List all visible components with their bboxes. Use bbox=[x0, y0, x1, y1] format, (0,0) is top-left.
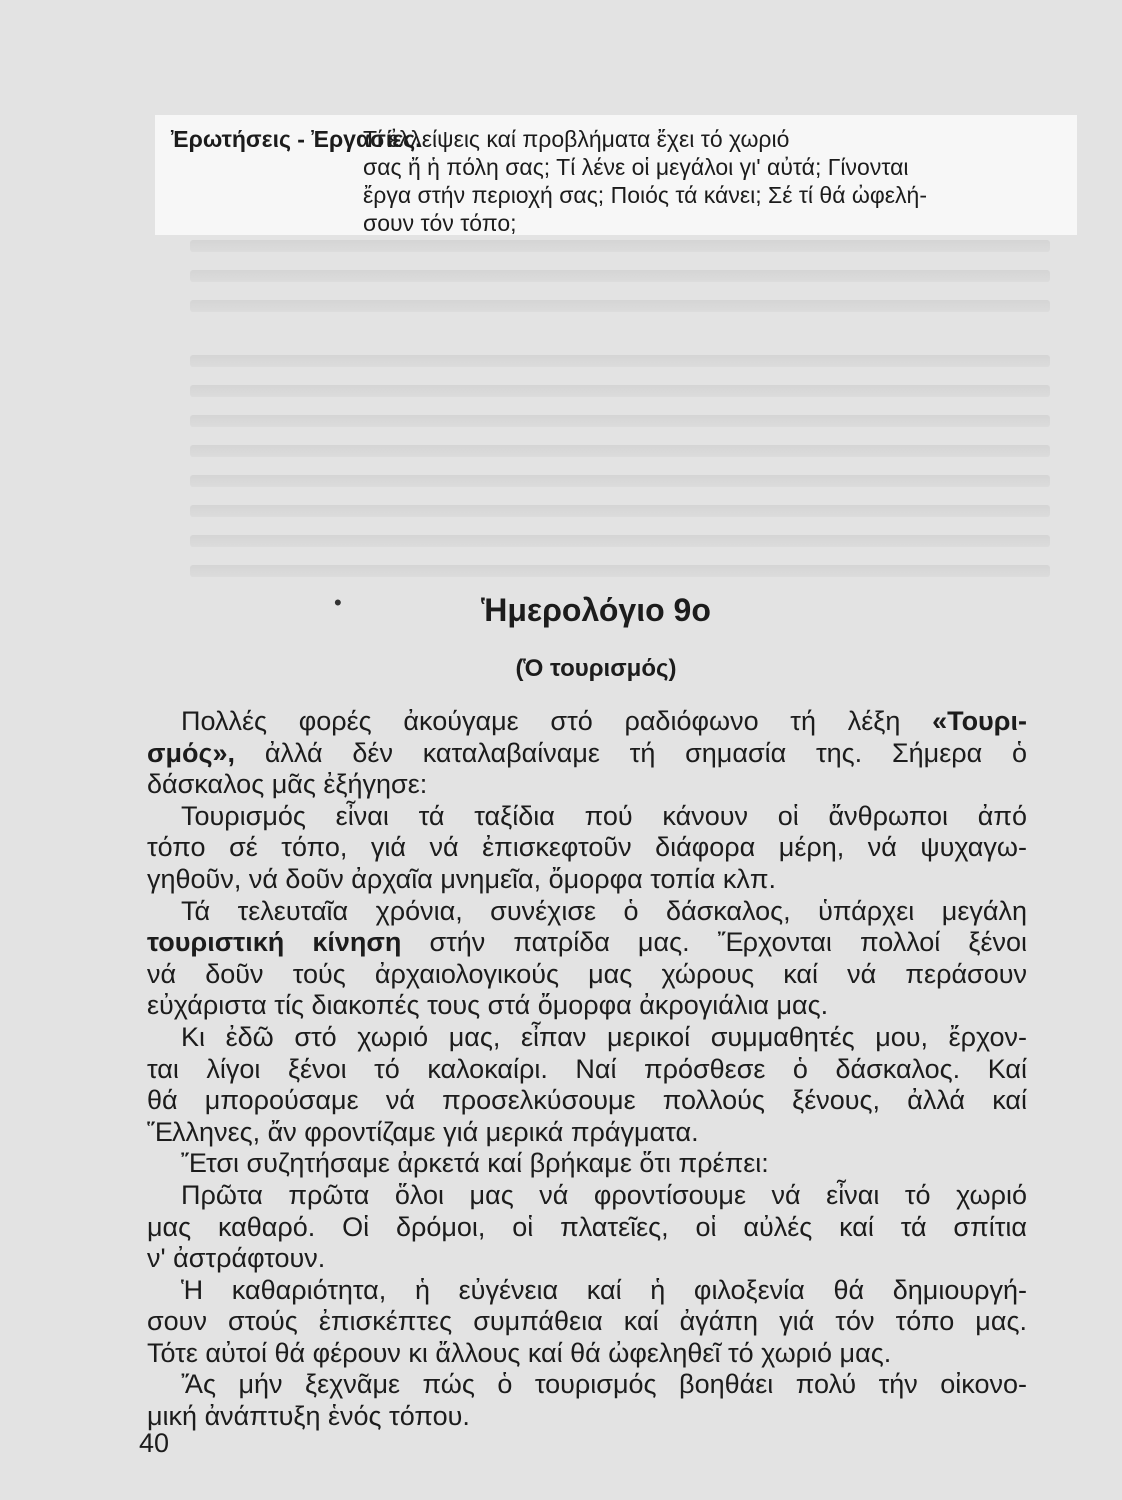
show-through-line bbox=[190, 415, 1050, 427]
show-through-line bbox=[190, 565, 1050, 577]
text-line: τόπο σέ τόπο, γιά νά ἐπισκεφτοῦν διάφορα μέρη, νά ψυχαγω- bbox=[147, 832, 1027, 863]
questions-label: Ἐρωτήσεις - Ἐργασίες. bbox=[171, 126, 422, 152]
text-line: μική ἀνάπτυξη ἑνός τόπου. bbox=[147, 1401, 470, 1432]
text-line: Τουρισμός εἶναι τά ταξίδια πού κάνουν οἱ ἄνθρωποι ἀπό bbox=[181, 800, 1027, 831]
text-line: δάσκαλος μᾶς ἐξήγησε: bbox=[147, 769, 428, 800]
text-line: ν' ἀστράφτουν. bbox=[147, 1243, 326, 1274]
diary-body bbox=[147, 706, 1027, 1433]
show-through-line bbox=[190, 535, 1050, 547]
text-line: μας καθαρό. Οἱ δρόμοι, οἱ πλατεῖες, οἱ αὐλές καί τά σπίτια bbox=[147, 1211, 1027, 1242]
text-line: Πρῶτα πρῶτα ὅλοι μας νά φροντίσουμε νά εἶναι τό χωριό bbox=[181, 1179, 1027, 1210]
show-through-line bbox=[190, 475, 1050, 487]
text-line: ται λίγοι ξένοι τό καλοκαίρι. Ναί πρόσθεσε ὁ δάσκαλος. Καί bbox=[147, 1053, 1027, 1084]
diary-title: Ἡμερολόγιο 9ο bbox=[481, 592, 711, 628]
questions-box bbox=[155, 115, 1077, 235]
text-line: σουν στούς ἐπισκέπτες συμπάθεια καί ἀγάπη γιά τόν τόπο μας. bbox=[147, 1306, 1027, 1337]
questions-line: σουν τόν τόπο; bbox=[363, 210, 517, 236]
show-through-line bbox=[190, 300, 1050, 312]
questions-line: ἔργα στήν περιοχή σας; Ποιός τά κάνει; Σέ τί θά ὠφελή- bbox=[363, 182, 927, 208]
show-through-line bbox=[190, 505, 1050, 517]
page-number: 40 bbox=[139, 1428, 170, 1458]
text-line: Τά τελευταῖα χρόνια, συνέχισε ὁ δάσκαλος, ὑπάρχει μεγάλη bbox=[181, 895, 1027, 926]
text-line: Κι ἐδῶ στό χωριό μας, εἶπαν μερικοί συμμαθητές μου, ἔρχον- bbox=[181, 1021, 1027, 1052]
show-through-line bbox=[190, 355, 1050, 367]
diary-subtitle: (Ὁ τουρισμός) bbox=[515, 655, 677, 682]
text-line: νά δοῦν τούς ἀρχαιολογικούς μας χώρους καί νά περάσουν bbox=[147, 958, 1027, 989]
text-line: σμός», ἀλλά δέν καταλαβαίναμε τή σημασία της. Σήμερα ὁ bbox=[147, 737, 1027, 768]
text-line: Ἡ καθαριότητα, ἡ εὐγένεια καί ἡ φιλοξενία θά δημιουργή- bbox=[181, 1274, 1027, 1305]
show-through-line bbox=[190, 445, 1050, 457]
text-line: εὐχάριστα τίς διακοπές τους στά ὄμορφα ἀκρογιάλια μας. bbox=[147, 990, 829, 1021]
show-through-line bbox=[190, 270, 1050, 282]
questions-line: Τί ἐλλείψεις καί προβλήματα ἔχει τό χωριό bbox=[363, 126, 790, 152]
questions-text bbox=[363, 125, 1043, 237]
text-line: Ἄς μήν ξεχνᾶμε πώς ὁ τουρισμός βοηθάει πολύ τήν οἰκονο- bbox=[181, 1369, 1027, 1400]
bullet-mark: • bbox=[334, 590, 342, 615]
text-line: θά μπορούσαμε νά προσελκύσουμε πολλούς ξένους, ἀλλά καί bbox=[147, 1085, 1027, 1116]
text-line: Ἕλληνες, ἄν φροντίζαμε γιά μερικά πράγματα. bbox=[147, 1116, 699, 1147]
show-through-line bbox=[190, 385, 1050, 397]
text-line: γηθοῦν, νά δοῦν ἀρχαῖα μνημεῖα, ὄμορφα τοπία κλπ. bbox=[147, 863, 777, 894]
text-line: Ἔτσι συζητήσαμε ἀρκετά καί βρήκαμε ὅτι πρέπει: bbox=[181, 1148, 769, 1179]
show-through-line bbox=[190, 240, 1050, 252]
text-line: τουριστική κίνηση στήν πατρίδα μας. Ἔρχονται πολλοί ξένοι bbox=[147, 927, 1028, 958]
text-line: Πολλές φορές ἀκούγαμε στό ραδιόφωνο τή λέξη «Τουρι- bbox=[181, 706, 1027, 736]
text-line: Τότε αὐτοί θά φέρουν κι ἄλλους καί θά ὠφεληθεῖ τό χωριό μας. bbox=[147, 1337, 892, 1368]
questions-line: σας ἤ ἡ πόλη σας; Τί λένε οἱ μεγάλοι γι' αὐτά; Γίνονται bbox=[363, 154, 909, 180]
